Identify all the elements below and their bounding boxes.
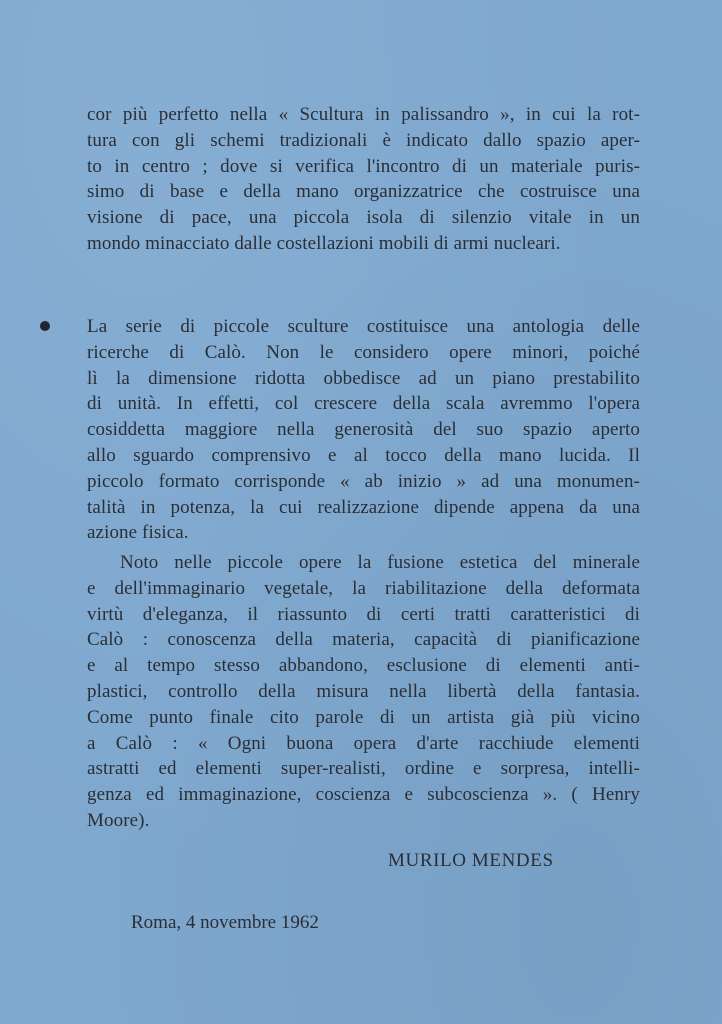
text-line: di unità. In effetti, col crescere della scala avremmo l'opera — [87, 393, 640, 415]
text-line: e dell'immaginario vegetale, la riabilitazione della deformata — [87, 577, 640, 599]
text-line: azione fisica. — [87, 522, 189, 544]
text-line: allo sguardo comprensivo e al tocco della mano lucida. Il — [87, 444, 640, 466]
bullet-dot-icon — [40, 321, 50, 331]
text-line: genza ed immaginazione, coscienza e subcoscienza ». ( Henry — [87, 784, 640, 806]
dateline: Roma, 4 novembre 1962 — [131, 912, 319, 933]
text-line: mondo minacciato dalle costellazioni mobili di armi nucleari. — [87, 232, 561, 254]
text-line: cor più perfetto nella « Scultura in palissandro », in cui la rot- — [87, 104, 640, 125]
text-line: lì la dimensione ridotta obbedisce ad un piano prestabilito — [87, 367, 640, 389]
text-line: astratti ed elementi super-realisti, ordine e sorpresa, intelli- — [87, 758, 640, 780]
paragraph-conclusion — [87, 550, 640, 834]
text-line: Moore). — [87, 809, 150, 831]
paragraph-sculptures — [87, 314, 640, 546]
text-line: Come punto finale cito parole di un artista già più vicino — [87, 706, 640, 728]
text-line: Noto nelle piccole opere la fusione estetica del minerale — [120, 552, 640, 573]
text-line: tura con gli schemi tradizionali è indicato dallo spazio aper- — [87, 129, 640, 151]
text-line: visione di pace, una piccola isola di silenzio vitale in un — [87, 207, 640, 229]
text-line: cosiddetta maggiore nella generosità del suo spazio aperto — [87, 419, 640, 441]
text-line: La serie di piccole sculture costituisce una antologia delle — [87, 316, 640, 337]
text-line: ricerche di Calò. Non le considero opere minori, poiché — [87, 341, 640, 363]
text-line: plastici, controllo della misura nella libertà della fantasia. — [87, 680, 640, 702]
text-line: simo di base e della mano organizzatrice che costruisce una — [87, 181, 640, 203]
text-line: Calò : conoscenza della materia, capacità di pianificazione — [87, 629, 640, 651]
text-line: a Calò : « Ogni buona opera d'arte racchiude elementi — [87, 732, 640, 754]
text-line: virtù d'eleganza, il riassunto di certi tratti caratteristici di — [87, 603, 640, 625]
text-line: e al tempo stesso abbandono, esclusione di elementi anti- — [87, 655, 640, 677]
text-line: piccolo formato corrisponde « ab inizio » ad una monumen- — [87, 470, 640, 492]
paragraph-continuation — [87, 102, 640, 257]
text-line: talità in potenza, la cui realizzazione dipende appena da una — [87, 496, 640, 518]
author-signature: MURILO MENDES — [388, 850, 554, 871]
text-line: to in centro ; dove si verifica l'incontro di un materiale puris- — [87, 155, 640, 177]
